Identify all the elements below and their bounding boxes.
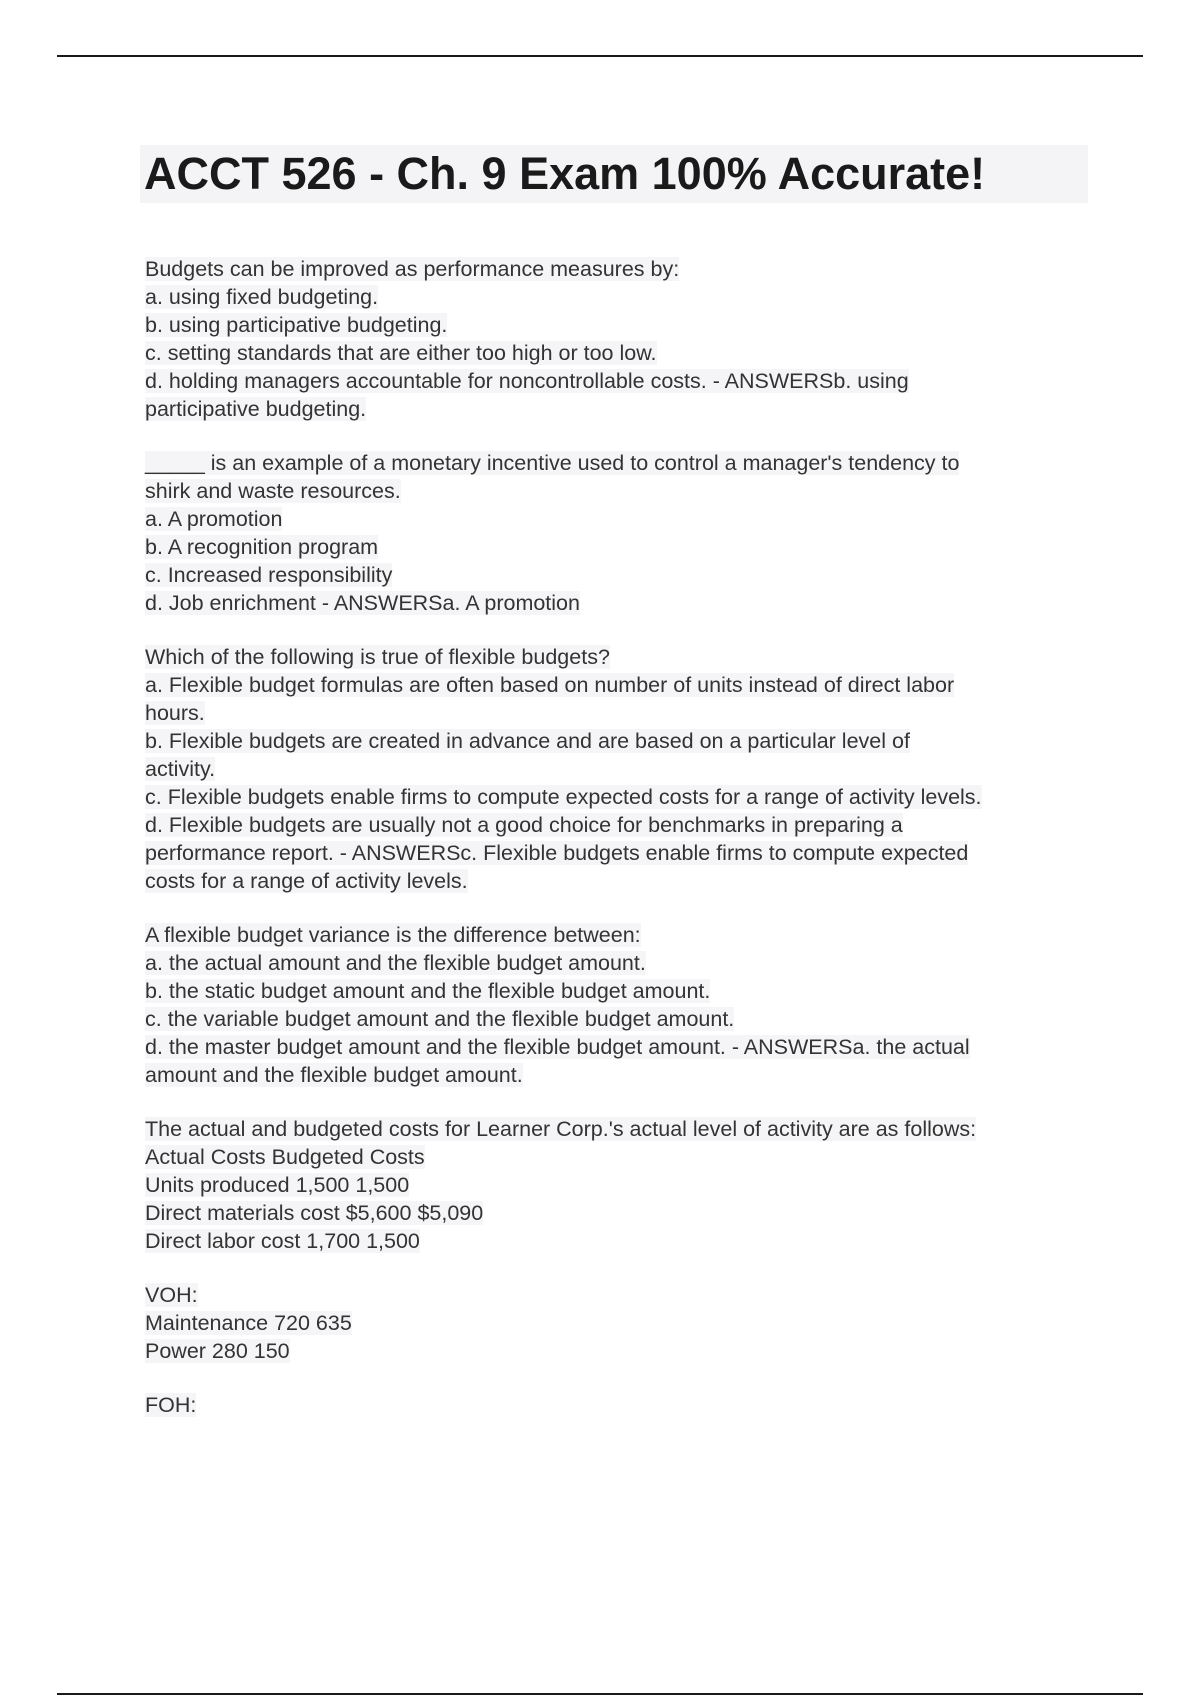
question-block <box>145 1281 1095 1365</box>
text-line: Budgets can be improved as performance measures by: <box>145 257 680 281</box>
text-line: a. the actual amount and the flexible budget amount. <box>145 951 646 975</box>
question-block <box>145 1391 1095 1419</box>
text-line: activity. <box>145 757 216 781</box>
text-line: d. holding managers accountable for noncontrollable costs. - ANSWERSb. using <box>145 369 909 393</box>
text-line: The actual and budgeted costs for Learner Corp.'s actual level of activity are as follows: <box>145 1117 977 1141</box>
text-line: A flexible budget variance is the difference between: <box>145 923 641 947</box>
document-title: ACCT 526 - Ch. 9 Exam 100% Accurate! <box>140 145 1088 203</box>
text-line: shirk and waste resources. <box>145 479 401 503</box>
text-line: performance report. - ANSWERSc. Flexible budgets enable firms to compute expected <box>145 841 969 865</box>
text-line: FOH: <box>145 1393 197 1417</box>
text-line: Direct labor cost 1,700 1,500 <box>145 1229 420 1253</box>
text-line: Units produced 1,500 1,500 <box>145 1173 410 1197</box>
text-line: d. Job enrichment - ANSWERSa. A promotion <box>145 591 580 615</box>
question-block <box>145 255 1095 423</box>
top-rule <box>57 55 1143 57</box>
text-line: b. A recognition program <box>145 535 379 559</box>
text-line: c. Increased responsibility <box>145 563 393 587</box>
text-line: b. the static budget amount and the flexible budget amount. <box>145 979 711 1003</box>
text-line: c. setting standards that are either too high or too low. <box>145 341 657 365</box>
question-block <box>145 921 1095 1089</box>
text-line: amount and the flexible budget amount. <box>145 1063 523 1087</box>
text-line: d. Flexible budgets are usually not a good choice for benchmarks in preparing a <box>145 813 903 837</box>
text-line: b. Flexible budgets are created in advance and are based on a particular level of <box>145 729 910 753</box>
text-line: a. using fixed budgeting. <box>145 285 379 309</box>
text-line: Which of the following is true of flexible budgets? <box>145 645 610 669</box>
text-line: c. Flexible budgets enable firms to compute expected costs for a range of activity levels. <box>145 785 982 809</box>
text-line: a. Flexible budget formulas are often based on number of units instead of direct labor <box>145 673 955 697</box>
text-line: costs for a range of activity levels. <box>145 869 468 893</box>
text-line: Direct materials cost $5,600 $5,090 <box>145 1201 484 1225</box>
question-block <box>145 1115 1095 1255</box>
text-line: c. the variable budget amount and the flexible budget amount. <box>145 1007 735 1031</box>
text-line: Actual Costs Budgeted Costs <box>145 1145 425 1169</box>
question-block <box>145 643 1095 895</box>
question-block <box>145 449 1095 617</box>
text-line: a. A promotion <box>145 507 283 531</box>
text-line: hours. <box>145 701 205 725</box>
text-line: Power 280 150 <box>145 1339 290 1363</box>
text-line: b. using participative budgeting. <box>145 313 448 337</box>
text-line: d. the master budget amount and the flexible budget amount. - ANSWERSa. the actual <box>145 1035 970 1059</box>
document-body <box>145 255 1095 1419</box>
text-line: participative budgeting. <box>145 397 367 421</box>
text-line: VOH: <box>145 1283 198 1307</box>
text-line: _____ is an example of a monetary incentive used to control a manager's tendency to <box>145 451 960 475</box>
bottom-rule <box>57 1693 1143 1695</box>
text-line: Maintenance 720 635 <box>145 1311 352 1335</box>
